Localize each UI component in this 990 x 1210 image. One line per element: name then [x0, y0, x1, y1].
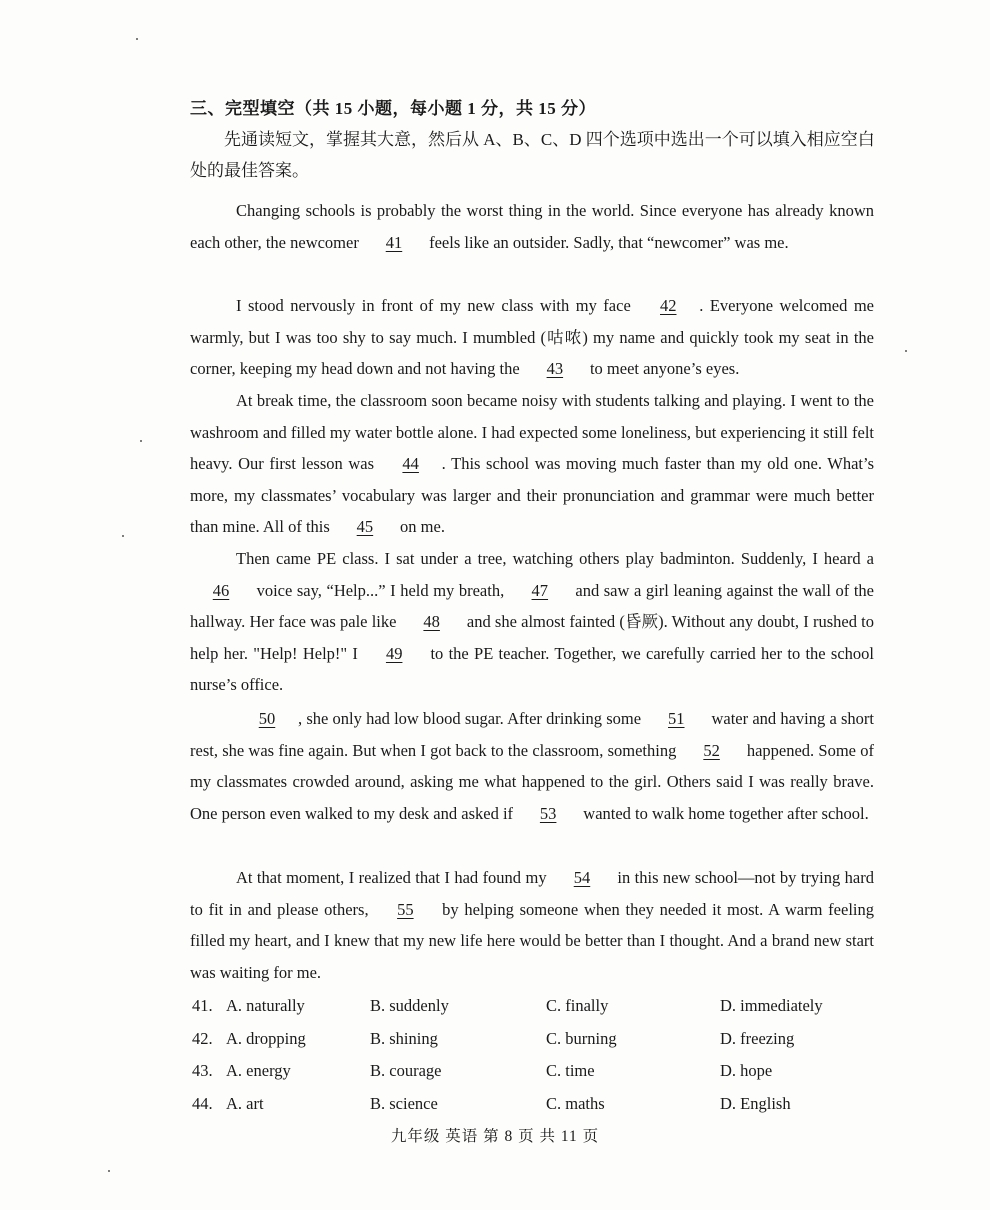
option-c: C. finally: [546, 996, 609, 1015]
option-row: [192, 992, 892, 1025]
scan-speck: [122, 535, 124, 537]
question-number: 41.: [192, 996, 213, 1015]
page-footer: 九年级 英语 第 8 页 共 11 页: [390, 1128, 600, 1145]
passage-paragraph-2: [190, 290, 874, 385]
scan-speck: [905, 350, 907, 352]
passage-text: Changing schools is probably the worst thing in the world. Since everyone has already known each other, the newcomer: [190, 201, 874, 252]
passage-paragraph-6: [190, 862, 874, 988]
passage-text: to meet anyone’s eyes.: [585, 359, 740, 378]
passage-paragraph-5: [190, 703, 874, 829]
option-row: [192, 1090, 892, 1123]
passage-text: and she almost fainted (昏厥). Without any doubt, I rushed to help her. "Help! Help!" I: [190, 612, 874, 663]
passage-paragraph-3: [190, 385, 874, 543]
option-b: B. shining: [370, 1028, 438, 1048]
option-b: B. science: [370, 1093, 438, 1113]
blank-51: 51: [668, 709, 685, 728]
section-heading: 三、完型填空（共 15 小题，每小题 1 分，共 15 分）: [190, 99, 596, 118]
passage-text: feels like an outsider. Sadly, that “newcomer” was me.: [424, 232, 789, 252]
passage-text: At that moment, I realized that I had found my: [236, 868, 551, 887]
option-b: B. courage: [370, 1061, 442, 1080]
blank-55: 55: [397, 899, 414, 919]
blank-52: 52: [703, 740, 720, 760]
blank-45: 45: [356, 517, 374, 536]
blank-53: 53: [539, 803, 557, 823]
scan-speck: [108, 1170, 110, 1172]
option-a: A. dropping: [226, 1028, 306, 1048]
passage-text: happened. Some of my classmates crowded around, asking me what happened to the girl. Others said I was really brave. One person even walked to my desk and asked if: [190, 740, 874, 823]
passage-text: voice say, “Help...” I held my breath,: [252, 580, 509, 600]
option-d: D. English: [720, 1093, 791, 1113]
blank-50: 50: [258, 709, 276, 728]
blank-42: 42: [660, 296, 677, 315]
blank-41: 41: [385, 232, 403, 252]
scan-speck: [136, 38, 138, 40]
passage-text: to the PE teacher. Together, we carefully carried her to the school nurse’s office.: [190, 643, 874, 694]
section-instructions: 先通读短文，掌握其大意，然后从 A、B、C、D 四个选项中选出一个可以填入相应空白处的最佳答案。: [190, 130, 875, 180]
passage-text: . Everyone welcomed me warmly, but I was too shy to say much. I mumbled (咕哝) my name and quickly took my seat in the corner, keeping my head down and not having the: [190, 296, 874, 378]
blank-49: 49: [385, 643, 403, 663]
passage-text: and saw a girl leaning against the wall of the hallway. Her face was pale like: [190, 580, 874, 631]
blank-54: 54: [573, 868, 591, 887]
answer-options: [192, 992, 892, 1122]
option-c: C. maths: [546, 1093, 605, 1113]
passage-text: in this new school—not by trying hard to fit in and please others,: [190, 868, 874, 919]
option-d: D. hope: [720, 1061, 773, 1080]
option-a: A. naturally: [226, 996, 305, 1015]
question-number: 43.: [192, 1061, 213, 1080]
option-row: [192, 1057, 892, 1090]
option-a: A. art: [226, 1093, 264, 1113]
option-b: B. suddenly: [370, 996, 449, 1015]
scan-speck: [140, 440, 142, 442]
passage-text: At break time, the classroom soon became noisy with students talking and playing. I went to the washroom and filled my water bottle alone. I had expected some loneliness, but experiencing it still felt heavy. Our first lesson was: [190, 391, 874, 473]
blank-46: 46: [212, 580, 230, 600]
blank-47: 47: [531, 580, 549, 600]
blank-48: 48: [423, 612, 440, 631]
passage-text: wanted to walk home together after school.: [579, 803, 869, 823]
option-d: D. immediately: [720, 996, 823, 1015]
passage-text: . This school was moving much faster than my old one. What’s more, my classmates’ vocabulary was larger and their pronunciation and grammar were much better than mine. All of this: [190, 454, 874, 536]
blank-43: 43: [546, 359, 564, 378]
option-row: [192, 1025, 892, 1058]
question-number: 44.: [192, 1093, 213, 1113]
passage-text: , she only had low blood sugar. After drinking some: [298, 709, 646, 728]
blank-44: 44: [402, 454, 419, 473]
option-a: A. energy: [226, 1061, 291, 1080]
question-number: 42.: [192, 1028, 213, 1048]
passage-text: by helping someone when they needed it most. A warm feeling filled my heart, and I knew that my new life here would be better than I thought. And a brand new start was waiting for me.: [190, 899, 874, 982]
passage-text: I stood nervously in front of my new class with my face: [236, 296, 638, 315]
option-c: C. burning: [546, 1028, 617, 1048]
passage-text: water and having a short rest, she was fine again. But when I got back to the classroom, something: [190, 709, 874, 760]
passage-text: on me.: [395, 517, 445, 536]
option-d: D. freezing: [720, 1028, 795, 1048]
option-c: C. time: [546, 1061, 595, 1080]
passage-paragraph-4: [190, 543, 874, 701]
passage-paragraph-1: [190, 195, 874, 258]
passage-text: Then came PE class. I sat under a tree, watching others play badminton. Suddenly, I heard a: [236, 549, 874, 568]
